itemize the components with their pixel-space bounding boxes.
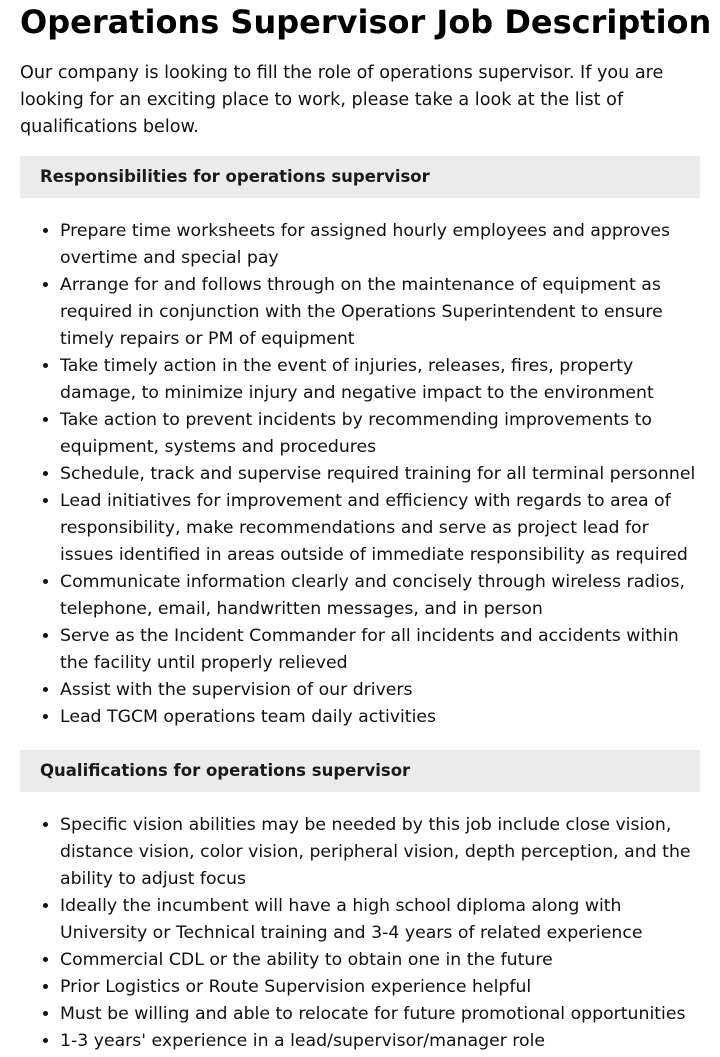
page-title: Operations Supervisor Job Description — [20, 3, 712, 41]
qualifications-heading: Qualifications for operations supervisor — [20, 750, 700, 792]
list-item: • Take action to prevent incidents by recommending improvements to equipment, systems and procedures — [60, 407, 700, 461]
list-item: • Specific vision abilities may be needed by this job include close vision, distance vision, color vision, peripheral vision, depth perception, and the ability to adjust focus — [60, 812, 700, 893]
intro-paragraph: Our company is looking to fill the role of operations supervisor. If you are looking for an exciting place to work, please take a look at the list of qualifications below. — [20, 63, 664, 137]
list-item: • Take timely action in the event of injuries, releases, fires, property damage, to minimize injury and negative impact to the environment — [60, 353, 700, 407]
list-item: • Schedule, track and supervise required training for all terminal personnel — [60, 461, 700, 488]
list-item: • Commercial CDL or the ability to obtain one in the future — [60, 947, 700, 974]
list-item: • Prepare time worksheets for assigned hourly employees and approves overtime and special pay — [60, 218, 700, 272]
list-item: • Must be willing and able to relocate for future promotional opportunities — [60, 1001, 700, 1028]
list-item: • Ideally the incumbent will have a high school diploma along with University or Technical training and 3-4 years of related experience — [60, 893, 700, 947]
list-item: • Serve as the Incident Commander for all incidents and accidents within the facility until properly relieved — [60, 623, 700, 677]
list-item: • Lead TGCM operations team daily activities — [60, 704, 700, 731]
list-item: • 1-3 years' experience in a lead/supervisor/manager role — [60, 1028, 700, 1055]
list-item: • Prior Logistics or Route Supervision experience helpful — [60, 974, 700, 1001]
qualifications-list — [20, 812, 700, 1055]
list-item: • Communicate information clearly and concisely through wireless radios, telephone, email, handwritten messages, and in person — [60, 569, 700, 623]
list-item: • Arrange for and follows through on the maintenance of equipment as required in conjunction with the Operations Superintendent to ensure timely repairs or PM of equipment — [60, 272, 700, 353]
responsibilities-list — [20, 218, 700, 731]
list-item: • Lead initiatives for improvement and efficiency with regards to area of responsibility, make recommendations and serve as project lead for issues identified in areas outside of immediate responsibility as required — [60, 488, 700, 569]
responsibilities-heading: Responsibilities for operations supervisor — [20, 156, 700, 198]
list-item: • Assist with the supervision of our drivers — [60, 677, 700, 704]
